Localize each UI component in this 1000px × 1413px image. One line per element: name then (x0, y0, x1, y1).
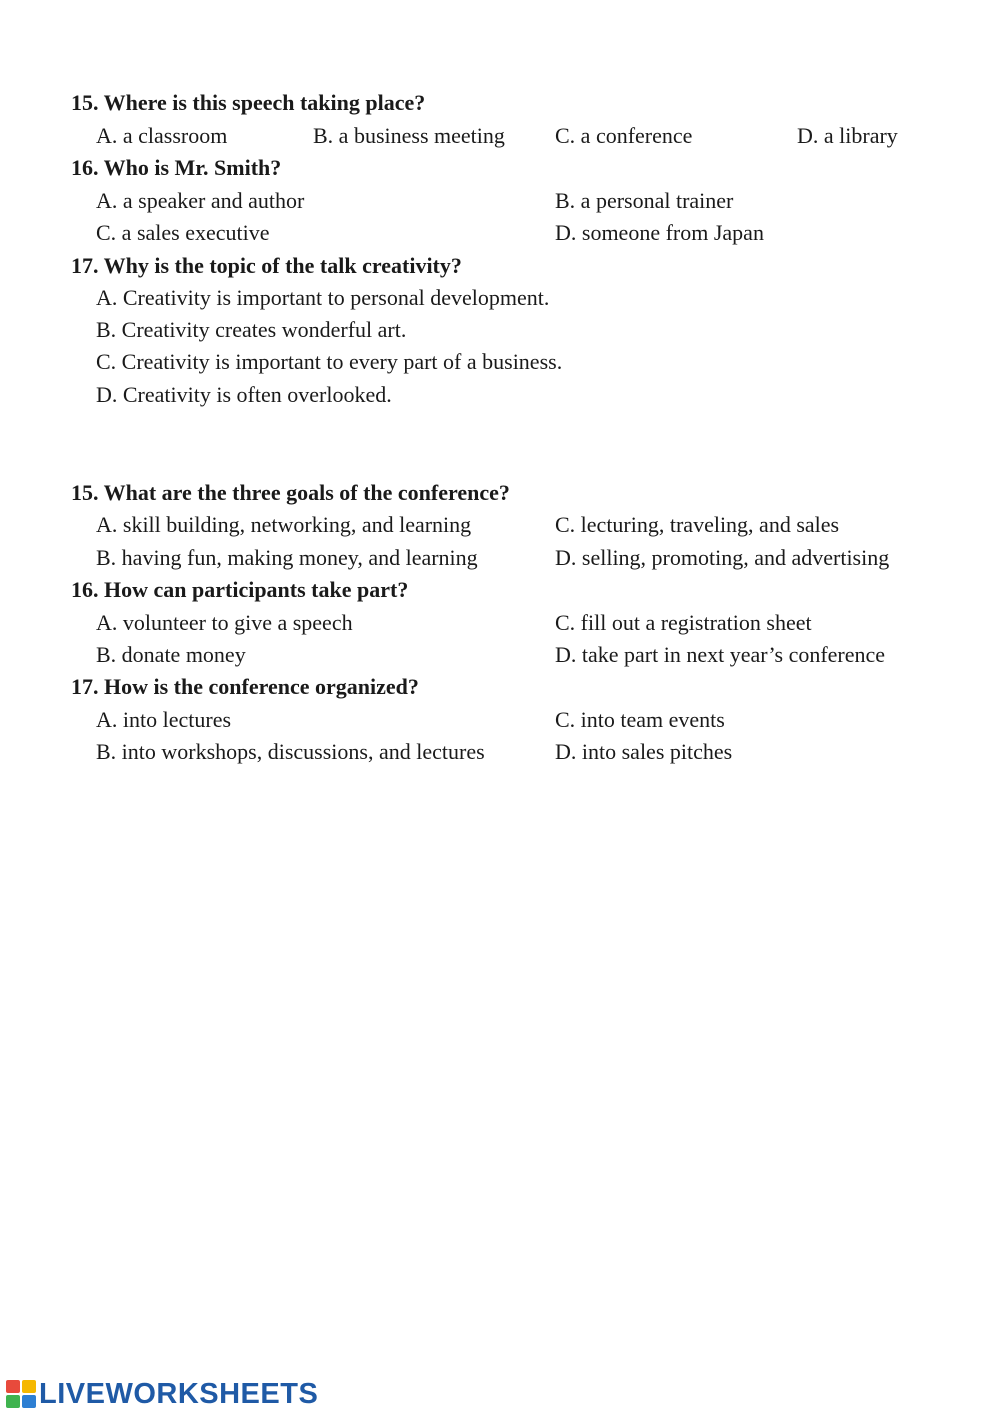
liveworksheets-logo (6, 1377, 318, 1411)
option-15b-business-meeting: B. a business meeting (313, 123, 505, 148)
option-15d-goals: D. selling, promoting, and advertising (555, 545, 890, 570)
option-17d-organized: D. into sales pitches (555, 739, 733, 764)
option-16d-participants: D. take part in next year’s conference (555, 642, 886, 667)
option-16c: C. a sales executive (96, 220, 270, 245)
option-16a-participants: A. volunteer to give a speech (96, 610, 353, 635)
option-16c-participants: C. fill out a registration sheet (555, 610, 812, 635)
option-17b-organized: B. into workshops, discussions, and lectures (96, 739, 485, 764)
option-15d-library: D. a library (797, 123, 898, 148)
option-15c-goals: C. lecturing, traveling, and sales (555, 512, 840, 537)
option-16b-participants: B. donate money (96, 642, 246, 667)
logo-square-green (6, 1395, 20, 1408)
liveworksheets-logo-icon (6, 1380, 36, 1408)
logo-square-blue (22, 1395, 36, 1408)
question-17-creativity: 17. Why is the topic of the talk creativity? (71, 253, 462, 278)
option-17c: C. Creativity is important to every part of a business. (96, 349, 563, 374)
question-15-where: 15. Where is this speech taking place? (71, 90, 426, 115)
option-15b-goals: B. having fun, making money, and learning (96, 545, 478, 570)
option-17c-organized: C. into team events (555, 707, 725, 732)
option-17d: D. Creativity is often overlooked. (96, 382, 392, 407)
option-15c-conference: C. a conference (555, 123, 693, 148)
question-16-mr-smith: 16. Who is Mr. Smith? (71, 155, 282, 180)
logo-square-red (6, 1380, 20, 1393)
question-15-goals: 15. What are the three goals of the conference? (71, 480, 510, 505)
logo-square-yellow (22, 1380, 36, 1393)
option-16b: B. a personal trainer (555, 188, 734, 213)
question-16-participants: 16. How can participants take part? (71, 577, 409, 602)
option-16a: A. a speaker and author (96, 188, 305, 213)
question-17-organized: 17. How is the conference organized? (71, 674, 419, 699)
option-17b: B. Creativity creates wonderful art. (96, 317, 407, 342)
option-15a-classroom: A. a classroom (96, 123, 228, 148)
option-15a-goals: A. skill building, networking, and learning (96, 512, 472, 537)
logo-text: LIVEWORKSHEETS (39, 1378, 319, 1410)
option-16d: D. someone from Japan (555, 220, 764, 245)
option-17a: A. Creativity is important to personal development. (96, 285, 550, 310)
option-17a-organized: A. into lectures (96, 707, 232, 732)
